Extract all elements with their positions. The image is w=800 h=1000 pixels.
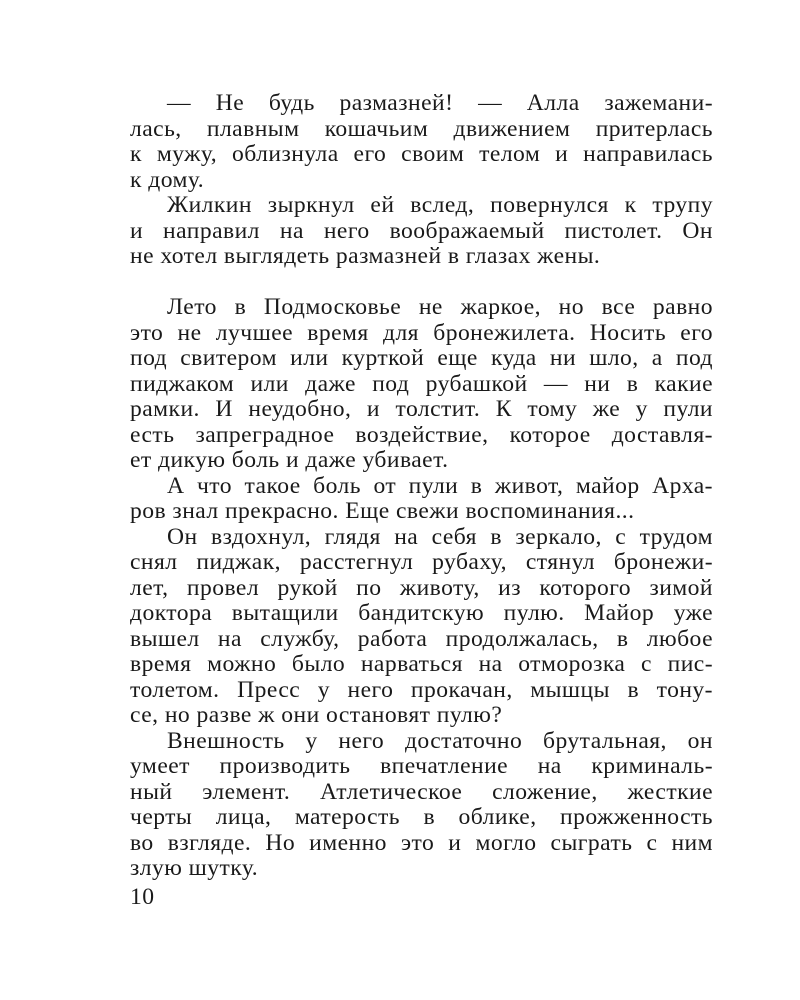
text-line: пиджаком или даже под рубашкой — ни в какие	[130, 370, 713, 397]
page-number: 10	[130, 884, 155, 910]
text-line: ет дикую боль и даже убивает.	[130, 447, 449, 473]
paragraph-alla-leaves	[130, 91, 713, 193]
text-line: черты лица, матерость в облике, прожженность	[130, 804, 713, 830]
text-line: толетом. Пресс у него прокачан, мышцы в тону-	[130, 676, 713, 703]
text-line: се, но разве ж они остановят пулю?	[130, 702, 503, 728]
text-line: Внешность у него достаточно брутальная, он	[167, 727, 713, 754]
paragraph-mirror	[130, 525, 713, 729]
text-line: во взгляде. Но именно это и могло сыграть с ним	[130, 829, 713, 856]
text-line: злую шутку.	[130, 855, 259, 881]
text-line: ный элемент. Атлетическое сложение, жесткие	[130, 778, 713, 805]
text-line: рамки. И неудобно, и толстит. К тому же у пули	[130, 396, 713, 422]
paragraph-summer-bulletproof-vest	[130, 295, 713, 474]
text-line: к дому.	[130, 166, 205, 193]
text-line: есть запреградное воздействие, которое доставля-	[130, 421, 713, 448]
text-line: вышел на службу, работа продолжалась, в любое	[130, 625, 713, 652]
text-line: не хотел выглядеть размазней в глазах жены.	[130, 243, 601, 269]
paragraph-bullet-pain	[130, 474, 713, 525]
text-line: и направил на него воображаемый пистолет. Он	[130, 217, 713, 244]
text-line: снял пиджак, расстегнул рубаху, стянул бронежи-	[130, 549, 713, 575]
text-line: это не лучшее время для бронежилета. Носить его	[130, 319, 713, 346]
text-line: Он вздохнул, глядя на себя в зеркало, с трудом	[167, 523, 713, 550]
text-line: Жилкин зыркнул ей вслед, повернулся к трупу	[167, 192, 713, 218]
text-line: ров знал прекрасно. Еще свежи воспоминания...	[130, 498, 635, 524]
section-break	[130, 270, 713, 296]
text-line: умеет производить впечатление на криминаль-	[130, 753, 713, 779]
paragraph-appearance	[130, 729, 713, 882]
paragraph-zhilkin-pistol	[130, 193, 713, 270]
text-line: лет, провел рукой по животу, из которого зимой	[130, 574, 713, 601]
text-line: к мужу, облизнула его своим телом и направилась	[130, 141, 713, 167]
text-line: — Не будь размазней! — Алла зажемани-	[167, 90, 713, 116]
text-line: время можно было нарваться на отморозка с пис-	[130, 651, 713, 677]
text-line: под свитером или курткой еще куда ни шло, а под	[130, 345, 713, 371]
text-line: А что такое боль от пули в живот, майор Арха-	[167, 472, 713, 499]
text-line: Лето в Подмосковье не жаркое, но все равно	[167, 294, 713, 320]
text-line: доктора вытащили бандитскую пулю. Майор уже	[130, 600, 713, 626]
book-page-text	[130, 91, 713, 882]
text-line: лась, плавным кошачьим движением притерлась	[130, 115, 713, 142]
